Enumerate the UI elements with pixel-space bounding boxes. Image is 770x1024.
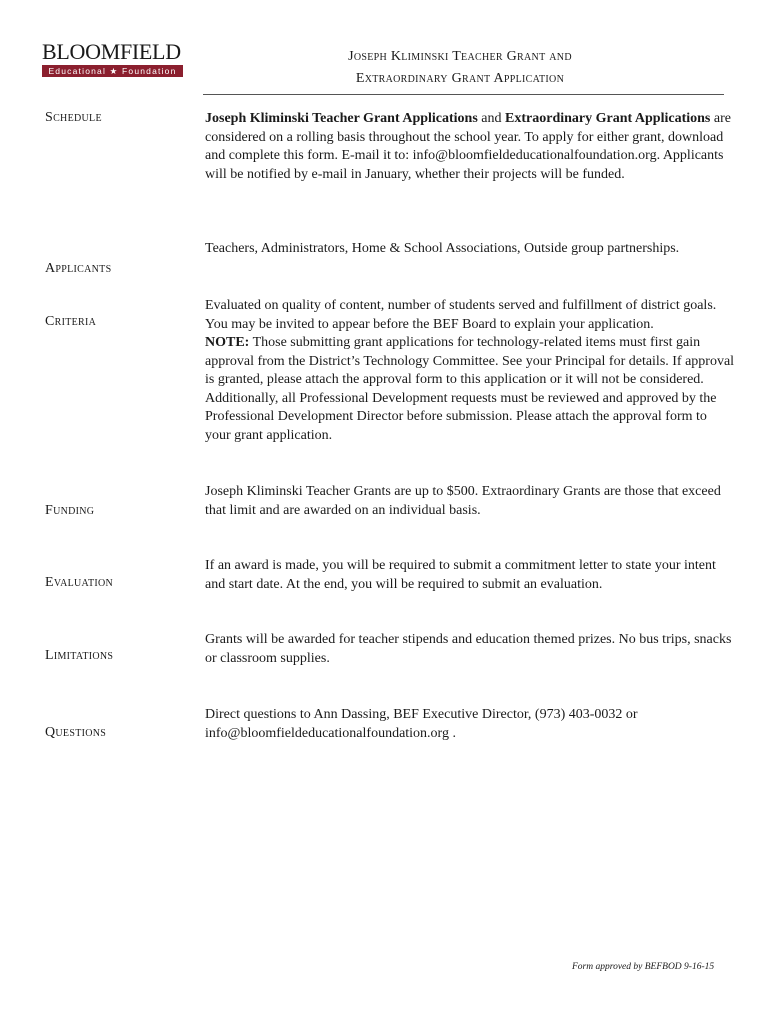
- schedule-bold-1: Joseph Kliminski Teacher Grant Applications: [205, 111, 478, 126]
- funding-label: Funding: [45, 503, 95, 518]
- criteria-text: [205, 297, 735, 445]
- evaluation-text: If an award is made, you will be required to submit a commitment letter to state your intent and start date. At the end, you will be required to submit an evaluation.: [205, 558, 716, 592]
- applicants-label: Applicants: [45, 261, 112, 276]
- logo-name: BLOOMFIELD: [42, 39, 181, 64]
- criteria-body-2: Those submitting grant applications for technology-related items must first gain approval from the District’s Technology Committee. See your Principal for details. If approval is granted, please attach the approval form to this application or it will not be considered. Additionally, all Professional Development requests must be reviewed and approved by the Professional Development Director before submission. Please attach the approval form to your grant application.: [205, 335, 735, 443]
- schedule-body: are considered on a rolling basis throughout the school year. To apply for either grant, download and complete this form. E-mail it to: info@bloomfieldeducationalfoundation.org. Applicants will be notified by e-mail in January, whether their projects will be funded.: [205, 111, 731, 182]
- questions-label: Questions: [45, 725, 107, 740]
- logo-tagline: Educational ★ Foundation: [42, 65, 183, 77]
- document-title-line-2: Extraordinary Grant Application: [355, 71, 565, 86]
- evaluation-label: Evaluation: [45, 575, 114, 590]
- criteria-note-label: NOTE:: [205, 335, 250, 350]
- header-divider: [203, 94, 724, 95]
- schedule-label: Schedule: [45, 110, 102, 125]
- limitations-label: Limitations: [45, 648, 114, 663]
- schedule-text: [205, 110, 735, 184]
- applicants-text: Teachers, Administrators, Home & School Associations, Outside group partnerships.: [205, 241, 680, 256]
- foundation-logo: [42, 40, 184, 77]
- document-title: [300, 46, 620, 90]
- schedule-conjunction: and: [477, 111, 506, 126]
- criteria-label: Criteria: [45, 314, 97, 329]
- criteria-body-1: Evaluated on quality of content, number of students served and fulfillment of district goals. You may be invited to appear before the BEF Board to explain your application.: [205, 298, 717, 332]
- document-title-line-1: Joseph Kliminski Teacher Grant and: [348, 49, 572, 64]
- schedule-bold-2: Extraordinary Grant Applications: [505, 111, 711, 126]
- limitations-text: Grants will be awarded for teacher stipends and education themed prizes. No bus trips, snacks or classroom supplies.: [205, 632, 732, 666]
- questions-text: Direct questions to Ann Dassing, BEF Executive Director, (973) 403-0032 or info@bloomfieldeducationalfoundation.org .: [205, 707, 638, 741]
- funding-text: Joseph Kliminski Teacher Grants are up to $500. Extraordinary Grants are those that exceed that limit and are awarded on an individual basis.: [205, 484, 721, 518]
- form-approval-note: Form approved by BEFBOD 9-16-15: [572, 962, 715, 972]
